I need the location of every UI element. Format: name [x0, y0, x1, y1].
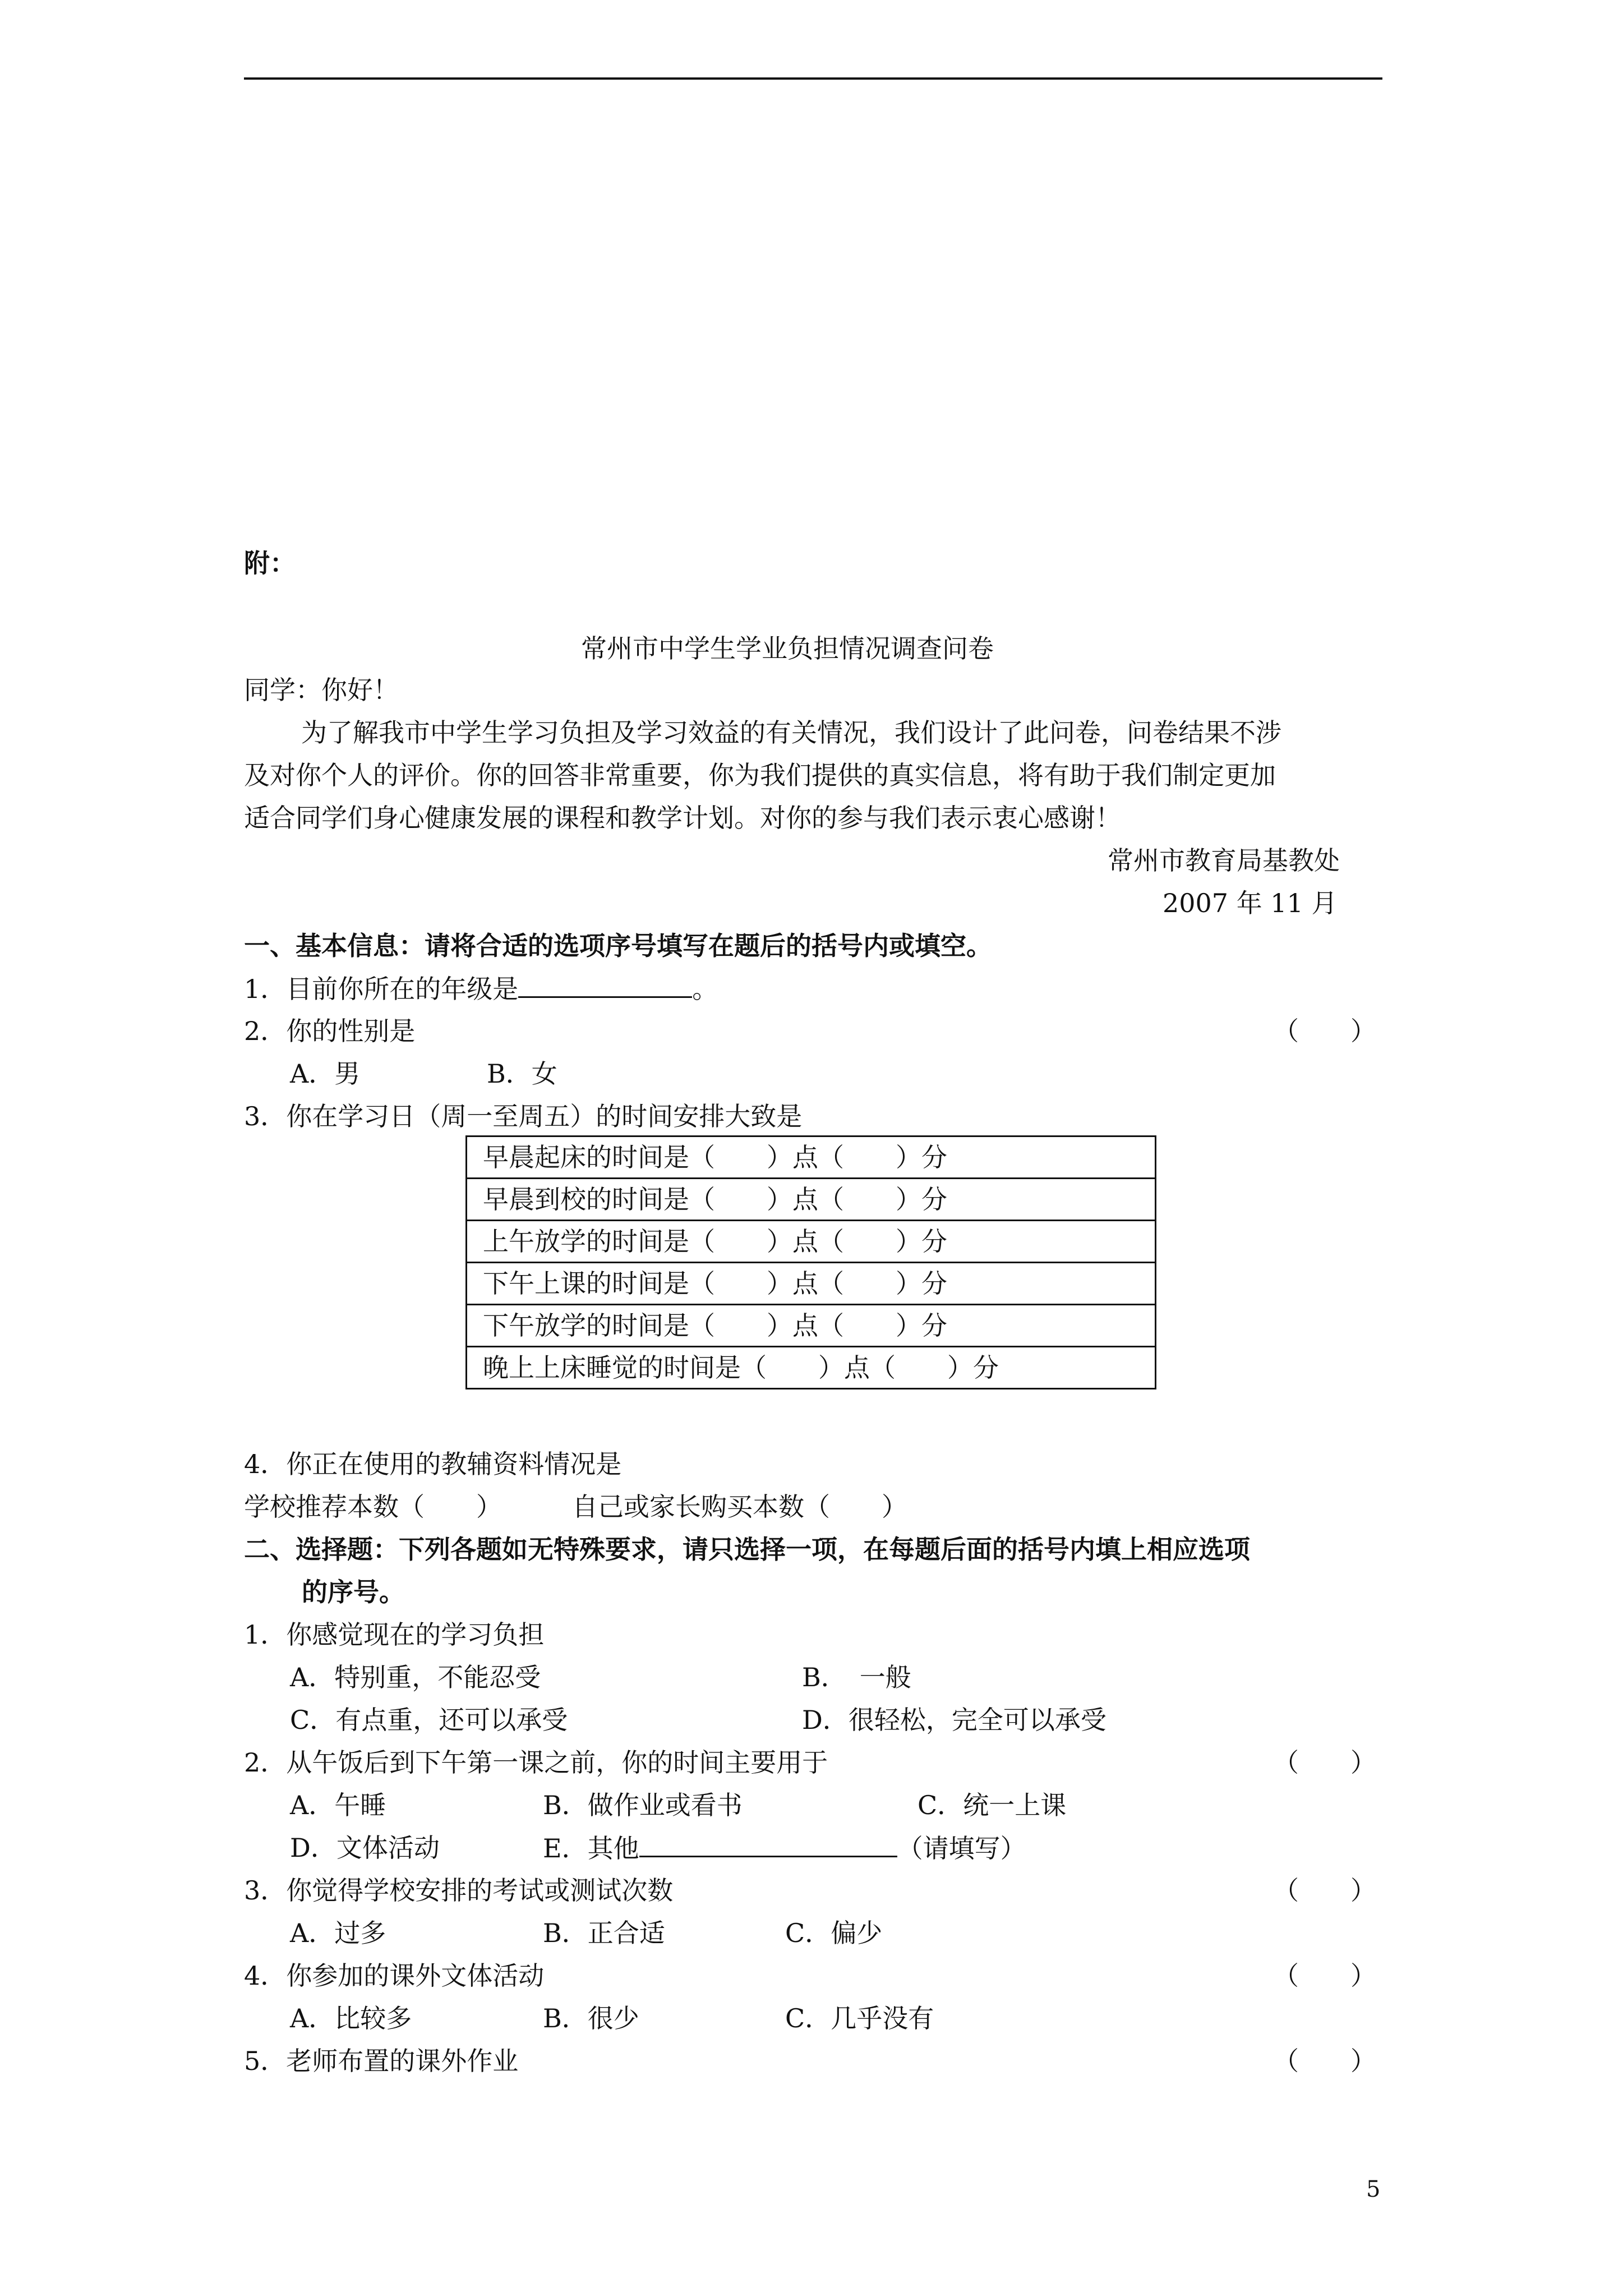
- schedule-afternoon-dismiss-time[interactable]: 下午放学的时间是（ ）点（ ）分: [467, 1305, 1156, 1347]
- section1-heading: 一、基本信息：请将合适的选项序号填写在题后的括号内或填空。: [244, 931, 992, 961]
- exam-option-b: B．正合适: [543, 1918, 665, 1948]
- question-activities: 4．你参加的课外文体活动: [244, 1961, 545, 1991]
- schedule-arrive-time[interactable]: 早晨到校的时间是（ ）点（ ）分: [467, 1179, 1156, 1221]
- burden-option-a: A．特别重，不能忍受: [290, 1662, 541, 1692]
- intro-line-2: 及对你个人的评价。你的回答非常重要，你为我们提供的真实信息，将有助于我们制定更加: [244, 760, 1276, 790]
- grade-blank[interactable]: [518, 972, 692, 998]
- noon-option-e-note: （请填写）: [897, 1833, 1026, 1864]
- table-row: [467, 1347, 1156, 1389]
- question-homework: 5．老师布置的课外作业: [244, 2046, 519, 2076]
- table-row: [467, 1305, 1156, 1347]
- signature-date: 2007 年 11 月: [1163, 888, 1338, 918]
- activities-option-c: C．几乎没有: [785, 2003, 934, 2033]
- section2-heading-line2: 的序号。: [302, 1577, 405, 1607]
- question-burden: 1．你感觉现在的学习负担: [244, 1619, 545, 1650]
- exam-option-c: C．偏少: [785, 1918, 883, 1948]
- survey-title: 常州市中学生学业负担情况调查问卷: [581, 633, 994, 664]
- burden-option-c: C．有点重，还可以承受: [290, 1705, 568, 1735]
- activities-option-b: B．很少: [543, 2003, 639, 2033]
- noon-option-e-label: E．其他: [543, 1833, 639, 1864]
- question-noon-time: 2．从午饭后到下午第一课之前，你的时间主要用于: [244, 1747, 828, 1778]
- greeting: 同学：你好！: [244, 675, 399, 705]
- materials-school-count[interactable]: 学校推荐本数（ ）: [244, 1492, 502, 1522]
- noon-option-c: C．统一上课: [917, 1790, 1067, 1820]
- noon-other-blank[interactable]: [639, 1831, 897, 1857]
- table-row: [467, 1179, 1156, 1221]
- noon-time-answer-bracket[interactable]: （ ）: [1273, 1747, 1376, 1778]
- noon-option-b: B．做作业或看书: [543, 1790, 743, 1820]
- table-row: [467, 1221, 1156, 1263]
- question-materials: 4．你正在使用的教辅资料情况是: [244, 1449, 622, 1479]
- question-schedule: 3．你在学习日（周一至周五）的时间安排大致是: [244, 1101, 803, 1131]
- activities-option-a: A．比较多: [290, 2003, 412, 2033]
- burden-option-d: D．很轻松，完全可以承受: [802, 1705, 1106, 1735]
- schedule-afternoon-class-time[interactable]: 下午上课的时间是（ ）点（ ）分: [467, 1263, 1156, 1305]
- question-exam-frequency: 3．你觉得学校安排的考试或测试次数: [244, 1875, 674, 1906]
- noon-option-d: D．文体活动: [290, 1833, 440, 1863]
- schedule-wake-time[interactable]: 早晨起床的时间是（ ）点（ ）分: [467, 1137, 1156, 1179]
- homework-answer-bracket[interactable]: （ ）: [1273, 2046, 1376, 2076]
- appendix-label: 附：: [244, 548, 296, 578]
- question-grade: [244, 972, 718, 1006]
- signature-org: 常州市教育局基教处: [1108, 845, 1340, 876]
- burden-option-b: B． 一般: [802, 1662, 911, 1692]
- question-grade-text: 1．目前你所在的年级是: [244, 974, 519, 1004]
- noon-option-e: [543, 1831, 1026, 1865]
- table-row: [467, 1137, 1156, 1179]
- gender-option-a: A．男: [290, 1059, 361, 1089]
- activities-answer-bracket[interactable]: （ ）: [1273, 1961, 1376, 1991]
- exam-option-a: A．过多: [290, 1918, 386, 1948]
- header-rule: [244, 77, 1382, 80]
- page-number: 5: [1366, 2177, 1381, 2202]
- gender-option-b: B．女: [487, 1059, 557, 1089]
- schedule-table: [465, 1135, 1156, 1389]
- schedule-bedtime[interactable]: 晚上上床睡觉的时间是（ ）点（ ）分: [467, 1347, 1156, 1389]
- materials-self-count[interactable]: 自己或家长购买本数（ ）: [572, 1492, 907, 1522]
- intro-line-1: 为了解我市中学生学习负担及学习效益的有关情况，我们设计了此问卷，问卷结果不涉: [301, 717, 1281, 748]
- gender-answer-bracket[interactable]: （ ）: [1273, 1016, 1376, 1046]
- table-row: [467, 1263, 1156, 1305]
- question-grade-suffix: 。: [692, 974, 718, 1004]
- exam-frequency-answer-bracket[interactable]: （ ）: [1273, 1875, 1376, 1906]
- noon-option-a: A．午睡: [290, 1790, 386, 1820]
- question-gender: 2．你的性别是: [244, 1016, 416, 1046]
- intro-line-3: 适合同学们身心健康发展的课程和教学计划。对你的参与我们表示衷心感谢！: [244, 803, 1121, 833]
- section2-heading-line1: 二、选择题：下列各题如无特殊要求，请只选择一项，在每题后面的括号内填上相应选项: [244, 1534, 1250, 1565]
- schedule-morning-dismiss-time[interactable]: 上午放学的时间是（ ）点（ ）分: [467, 1221, 1156, 1263]
